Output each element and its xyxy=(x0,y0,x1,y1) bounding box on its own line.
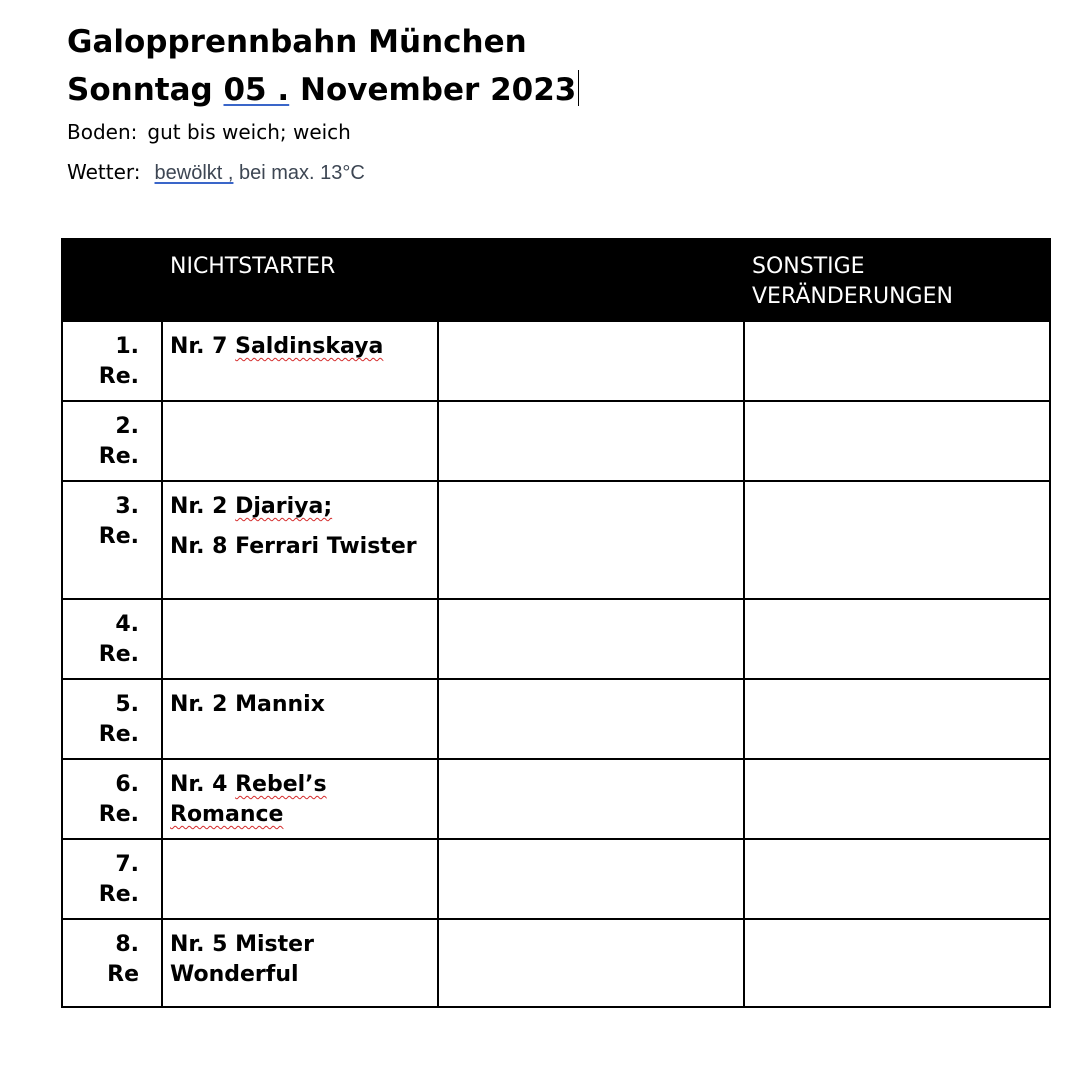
empty-cell[interactable] xyxy=(438,759,744,839)
sonstige-cell[interactable] xyxy=(744,401,1050,481)
empty-cell[interactable] xyxy=(438,321,744,401)
table-body xyxy=(62,321,1050,1007)
nonrunner-number: Nr. 4 xyxy=(170,772,236,797)
boden-value: gut bis weich; weich xyxy=(147,120,351,144)
wetter-value xyxy=(155,162,365,184)
date-suffix: November 2023 xyxy=(289,72,577,108)
empty-cell[interactable] xyxy=(438,679,744,759)
document-date[interactable] xyxy=(67,70,579,110)
nonrunner-entry xyxy=(170,690,431,720)
boden-label: Boden: xyxy=(67,120,138,144)
race-label: Re. xyxy=(98,444,139,469)
empty-cell[interactable] xyxy=(438,481,744,599)
header-cell-sonstige[interactable] xyxy=(744,239,1050,321)
nonrunner-number: Nr. 8 Ferrari Twister xyxy=(170,534,417,559)
date-prefix: Sonntag xyxy=(67,72,224,108)
race-label: Re xyxy=(107,962,139,987)
nonrunner-number: Nr. 7 xyxy=(170,334,236,359)
nonrunner-entry xyxy=(170,532,431,562)
race-number: 8. xyxy=(115,932,139,957)
table-row xyxy=(62,481,1050,599)
nonrunner-number: Nr. 5 Mister Wonderful xyxy=(170,932,314,987)
date-day: 05 . xyxy=(223,72,290,108)
race-number-cell[interactable] xyxy=(62,919,162,1007)
nonrunner-entry xyxy=(170,770,431,830)
race-number: 6. xyxy=(115,772,139,797)
race-label: Re. xyxy=(98,524,139,549)
table-row xyxy=(62,401,1050,481)
text-cursor xyxy=(578,70,579,106)
empty-cell[interactable] xyxy=(438,599,744,679)
horse-name: Rebel’s Romance xyxy=(170,772,327,827)
header-cell-empty[interactable] xyxy=(438,239,744,321)
race-number-cell[interactable] xyxy=(62,599,162,679)
nonrunner-number: Nr. 2 Mannix xyxy=(170,692,325,717)
nonrunners-table xyxy=(61,238,1051,1008)
nonrunner-number: Nr. 2 xyxy=(170,494,236,519)
wetter-underlined: bewölkt , xyxy=(154,162,234,184)
table-row xyxy=(62,759,1050,839)
nichtstarter-cell[interactable] xyxy=(162,481,438,599)
sonstige-cell[interactable] xyxy=(744,599,1050,679)
sonstige-cell[interactable] xyxy=(744,759,1050,839)
empty-cell[interactable] xyxy=(438,401,744,481)
empty-cell[interactable] xyxy=(438,839,744,919)
table-row xyxy=(62,839,1050,919)
nichtstarter-cell[interactable] xyxy=(162,599,438,679)
nichtstarter-cell[interactable] xyxy=(162,401,438,481)
race-number: 5. xyxy=(115,692,139,717)
race-number-cell[interactable] xyxy=(62,321,162,401)
race-label: Re. xyxy=(98,722,139,747)
race-label: Re. xyxy=(98,802,139,827)
nonrunner-entry xyxy=(170,930,431,990)
race-label: Re. xyxy=(98,642,139,667)
wetter-label: Wetter: xyxy=(67,160,141,184)
nichtstarter-cell[interactable] xyxy=(162,679,438,759)
table-header-row xyxy=(62,239,1050,321)
race-number-cell[interactable] xyxy=(62,401,162,481)
nonrunner-entry xyxy=(170,492,431,522)
header-cell-nichtstarter[interactable] xyxy=(162,239,438,321)
race-number-cell[interactable] xyxy=(62,481,162,599)
nichtstarter-cell[interactable] xyxy=(162,839,438,919)
boden-line[interactable] xyxy=(67,119,351,145)
sonstige-cell[interactable] xyxy=(744,321,1050,401)
nichtstarter-cell[interactable] xyxy=(162,321,438,401)
table-row xyxy=(62,321,1050,401)
table-row xyxy=(62,679,1050,759)
race-number: 4. xyxy=(115,612,139,637)
nonrunner-entry xyxy=(170,332,431,362)
race-label: Re. xyxy=(98,364,139,389)
race-number: 7. xyxy=(115,852,139,877)
sonstige-cell[interactable] xyxy=(744,679,1050,759)
empty-cell[interactable] xyxy=(438,919,744,1007)
header-sonstige-label: SONSTIGE VERÄNDERUNGEN xyxy=(752,254,953,309)
race-number: 3. xyxy=(115,494,139,519)
table-row xyxy=(62,919,1050,1007)
race-number-cell[interactable] xyxy=(62,759,162,839)
header-cell-race[interactable] xyxy=(62,239,162,321)
wetter-rest: bei max. 13°C xyxy=(233,162,365,184)
nichtstarter-cell[interactable] xyxy=(162,919,438,1007)
header-nichtstarter-label: NICHTSTARTER xyxy=(170,254,336,279)
wetter-line[interactable] xyxy=(67,159,365,186)
title-text: Galopprennbahn München xyxy=(67,24,527,60)
race-number-cell[interactable] xyxy=(62,839,162,919)
document-title[interactable] xyxy=(67,22,527,62)
horse-name: Djariya; xyxy=(235,494,333,519)
sonstige-cell[interactable] xyxy=(744,481,1050,599)
horse-name: Saldinskaya xyxy=(235,334,384,359)
race-number: 1. xyxy=(115,334,139,359)
race-label: Re. xyxy=(98,882,139,907)
race-number-cell[interactable] xyxy=(62,679,162,759)
sonstige-cell[interactable] xyxy=(744,919,1050,1007)
race-number: 2. xyxy=(115,414,139,439)
table-row xyxy=(62,599,1050,679)
sonstige-cell[interactable] xyxy=(744,839,1050,919)
nichtstarter-cell[interactable] xyxy=(162,759,438,839)
